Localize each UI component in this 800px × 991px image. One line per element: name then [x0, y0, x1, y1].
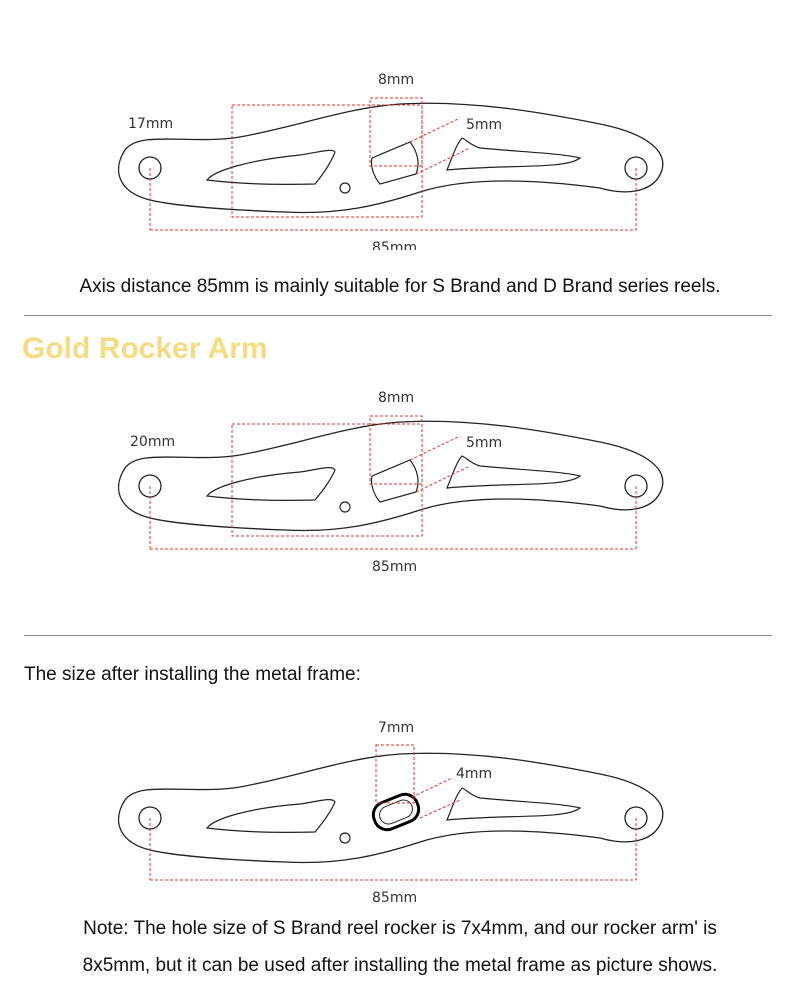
arm-outline: [119, 421, 663, 530]
rocker-arm-diagram-1: [0, 60, 800, 250]
top-width-label: 8mm: [378, 390, 415, 406]
arm-outline: [119, 103, 663, 212]
top-width-label: 7mm: [378, 720, 415, 736]
note-line-2: 8x5mm, but it can be used after installing the metal frame as picture shows.: [82, 955, 718, 976]
slot-outline: [371, 142, 418, 184]
slot-width-label: 4mm: [456, 766, 493, 782]
left-cutout: [207, 150, 335, 184]
side-width-label: 20mm: [130, 434, 176, 450]
rocker-arm-drawing-1: [0, 60, 800, 250]
rocker-arm-drawing-3: [0, 710, 800, 910]
axis-distance-label: 85mm: [372, 240, 418, 250]
slot-outline: [371, 460, 418, 502]
metal-frame-insert: [369, 790, 422, 833]
rocker-arm-diagram-2: [0, 380, 800, 580]
intro-text: The size after installing the metal frame:: [24, 664, 361, 685]
divider-1: [24, 315, 772, 316]
right-cutout: [447, 138, 580, 170]
axis-distance-label: 85mm: [372, 890, 418, 906]
rocker-arm-drawing-2: [0, 380, 800, 580]
caption-1: Axis distance 85mm is mainly suitable for S Brand and D Brand series reels.: [79, 276, 721, 297]
section-title: Gold Rocker Arm: [22, 332, 268, 365]
left-cutout: [207, 468, 335, 501]
slot-width-label: 5mm: [466, 435, 503, 451]
dimension-lines: [150, 745, 636, 880]
top-width-label: 8mm: [378, 72, 415, 88]
right-cutout: [447, 788, 580, 820]
side-width-label: 17mm: [128, 116, 174, 132]
right-cutout: [447, 456, 580, 488]
dimension-lines: [150, 416, 636, 549]
rocker-arm-diagram-3: [0, 710, 800, 910]
axis-distance-label: 85mm: [372, 559, 418, 575]
small-hole: [340, 183, 350, 193]
divider-2: [24, 635, 772, 636]
arm-outline: [119, 753, 663, 862]
left-cutout: [207, 800, 335, 833]
note-line-1: Note: The hole size of S Brand reel rocker is 7x4mm, and our rocker arm' is: [83, 918, 717, 939]
small-hole: [340, 502, 350, 512]
slot-width-label: 5mm: [466, 117, 503, 133]
small-hole: [340, 833, 350, 843]
